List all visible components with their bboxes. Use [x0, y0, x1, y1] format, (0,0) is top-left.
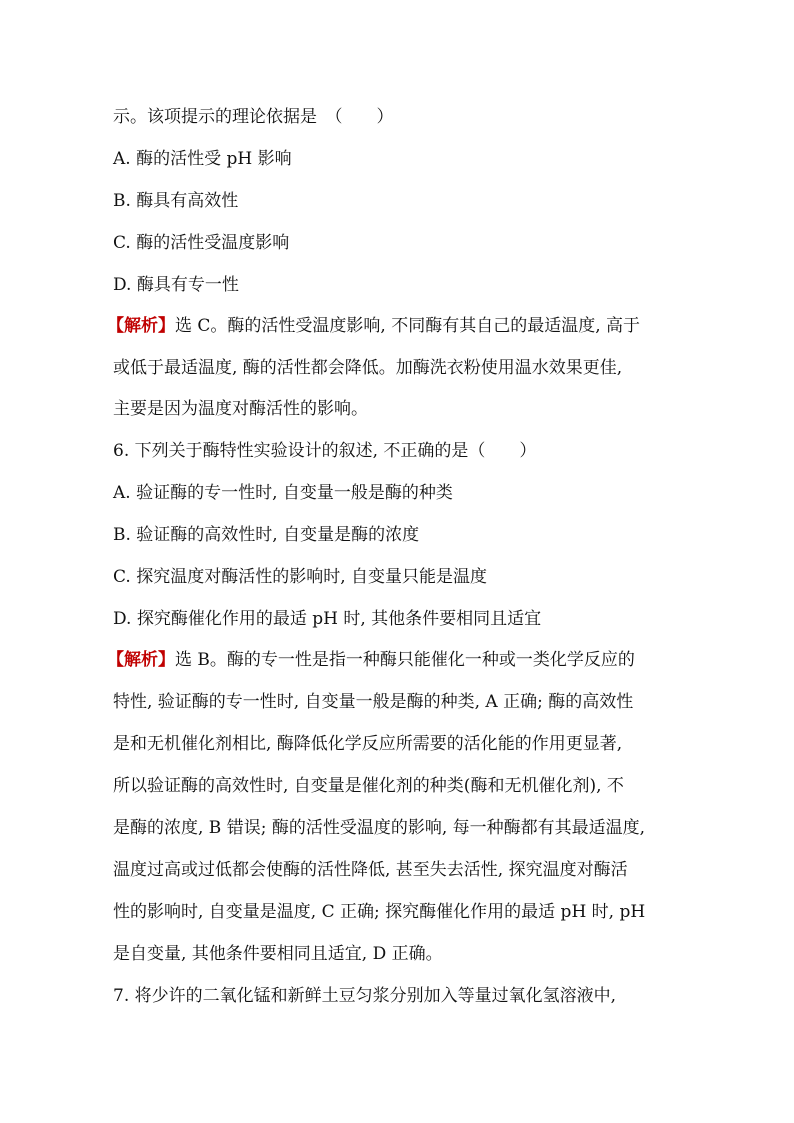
q6-option-a: A. 验证酶的专一性时, 自变量一般是酶的种类	[113, 483, 453, 503]
q6-analysis-line-5: 是酶的浓度, B 错误; 酶的活性受温度的影响, 每一种酶都有其最适温度,	[113, 818, 646, 838]
q6-option-b: B. 验证酶的高效性时, 自变量是酶的浓度	[113, 525, 420, 545]
q5-analysis-text-1: 选 C。酶的活性受温度影响, 不同酶有其自己的最适温度, 高于	[175, 316, 641, 336]
analysis-tag: 【解析】	[107, 650, 175, 670]
q6-analysis-line-7: 性的影响时, 自变量是温度, C 正确; 探究酶催化作用的最适 pH 时, pH	[113, 902, 646, 922]
q5-option-d: D. 酶具有专一性	[113, 275, 239, 295]
q6-analysis-line-3: 是和无机催化剂相比, 酶降低化学反应所需要的活化能的作用更显著,	[113, 734, 623, 754]
q6-stem: 6. 下列关于酶特性实验设计的叙述, 不正确的是（ ）	[113, 441, 537, 461]
q6-option-c: C. 探究温度对酶活性的影响时, 自变量只能是温度	[113, 567, 488, 587]
q6-analysis-line-6: 温度过高或过低都会使酶的活性降低, 甚至失去活性, 探究温度对酶活	[113, 860, 628, 880]
q6-analysis-text-1: 选 B。酶的专一性是指一种酶只能催化一种或一类化学反应的	[175, 650, 635, 670]
q7-stem: 7. 将少许的二氧化锰和新鲜土豆匀浆分别加入等量过氧化氢溶液中,	[113, 986, 617, 1006]
q6-analysis-line-2: 特性, 验证酶的专一性时, 自变量一般是酶的种类, A 正确; 酶的高效性	[113, 692, 634, 712]
q5-option-a: A. 酶的活性受 pH 影响	[113, 149, 292, 169]
q5-analysis-line-2: 或低于最适温度, 酶的活性都会降低。加酶洗衣粉使用温水效果更佳,	[113, 358, 623, 378]
q5-analysis-line-3: 主要是因为温度对酶活性的影响。	[113, 399, 368, 419]
q6-analysis-line-4: 所以验证酶的高效性时, 自变量是催化剂的种类(酶和无机催化剂), 不	[113, 776, 624, 796]
q5-analysis-line-1	[107, 315, 640, 337]
q5-stem-tail: 示。该项提示的理论依据是 （ ）	[113, 107, 394, 127]
q6-analysis-line-1	[107, 649, 635, 671]
q6-option-d: D. 探究酶催化作用的最适 pH 时, 其他条件要相同且适宜	[113, 609, 542, 629]
q6-analysis-line-8: 是自变量, 其他条件要相同且适宜, D 正确。	[113, 944, 443, 964]
analysis-tag: 【解析】	[107, 316, 175, 336]
q5-option-c: C. 酶的活性受温度影响	[113, 233, 290, 253]
q5-option-b: B. 酶具有高效性	[113, 191, 239, 211]
